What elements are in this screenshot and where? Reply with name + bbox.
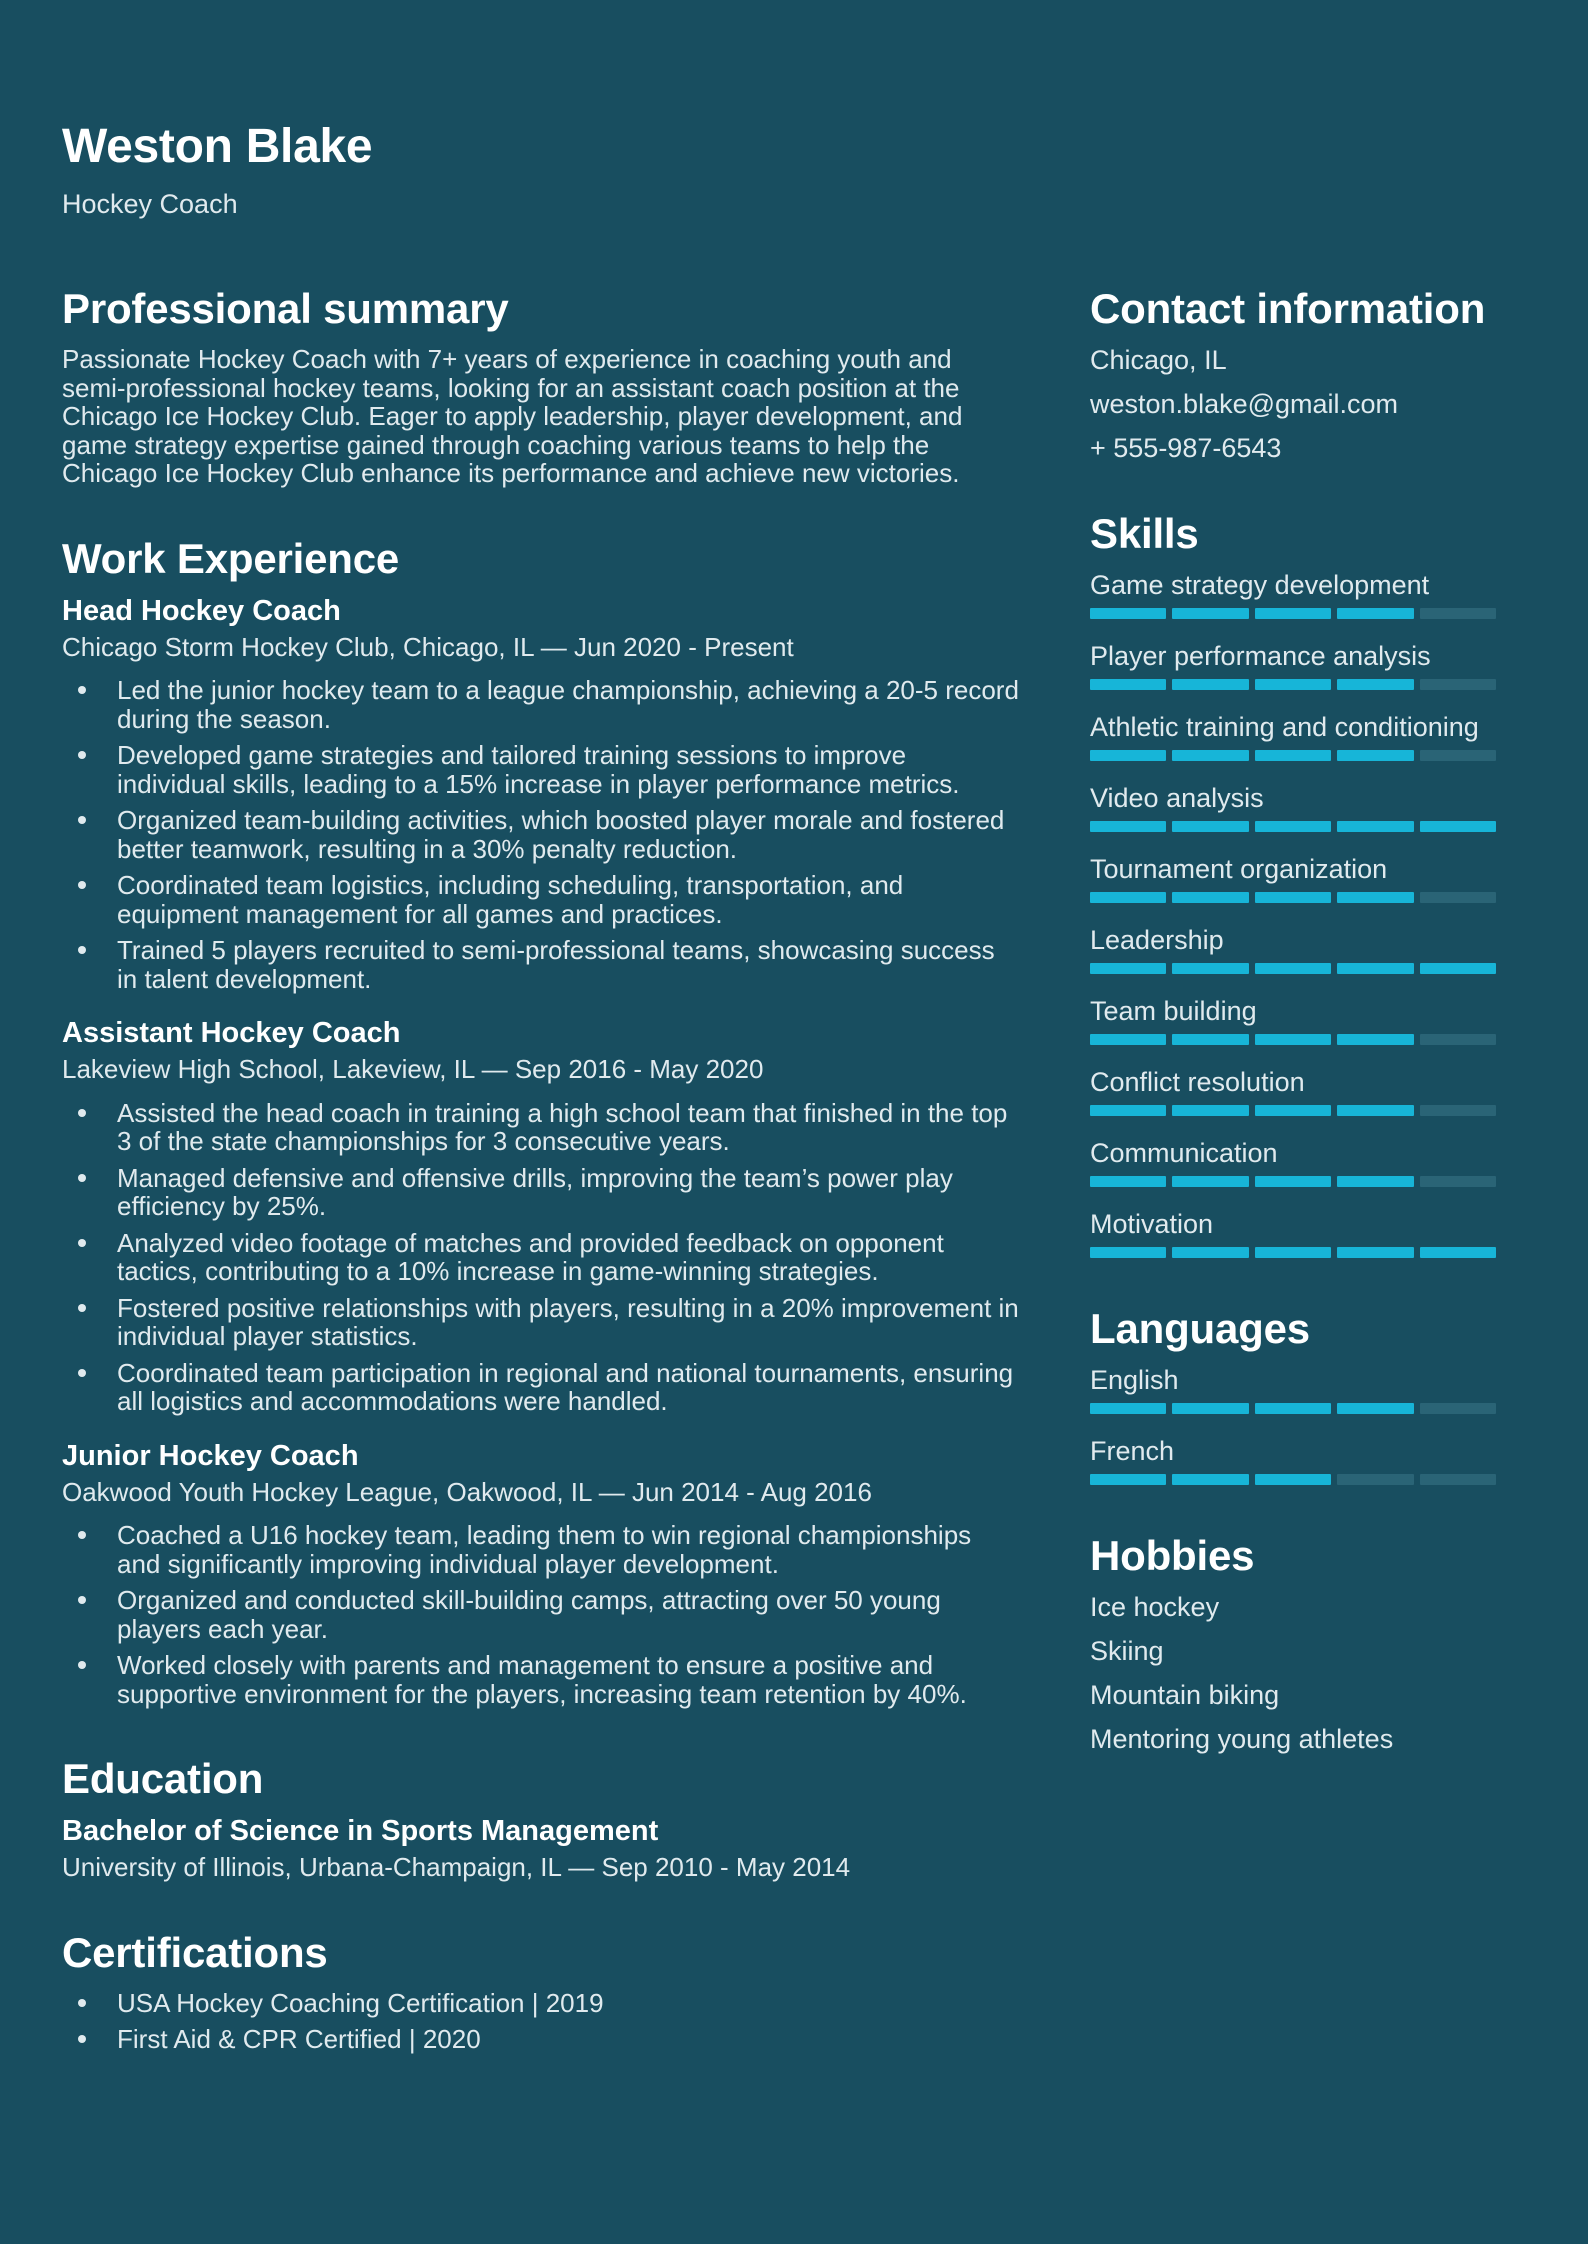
meter-bar-segment xyxy=(1255,1247,1331,1258)
meter-bar xyxy=(1090,1176,1496,1187)
meter-bar-segment xyxy=(1172,1403,1248,1414)
section-professional-summary xyxy=(62,286,1020,488)
meter-label: Game strategy development xyxy=(1090,570,1430,600)
hobby-item: Mentoring young athletes xyxy=(1090,1724,1394,1754)
meter-item xyxy=(1090,712,1496,761)
meter-bar-segment xyxy=(1255,1403,1331,1414)
bullet-icon xyxy=(78,686,86,694)
meter-bar-segment xyxy=(1420,750,1496,761)
list-item-text: Organized and conducted skill-building camps, attracting over 50 young players each year. xyxy=(117,1585,941,1644)
meter-bar-segment xyxy=(1420,821,1496,832)
meter-bar-segment xyxy=(1337,679,1413,690)
meter-label: Communication xyxy=(1090,1138,1278,1168)
bullet-icon xyxy=(78,1999,86,2007)
meter-bar xyxy=(1090,963,1496,974)
section-skills xyxy=(1090,511,1496,1258)
meter-bar xyxy=(1090,821,1496,832)
job-company-dates: Lakeview High School, Lakeview, IL — Sep 2016 - May 2020 xyxy=(62,1054,764,1084)
meter-bar-segment xyxy=(1420,1247,1496,1258)
meter-bar-segment xyxy=(1337,1403,1413,1414)
meter-bar-segment xyxy=(1172,1474,1248,1485)
meter-bar-segment xyxy=(1255,892,1331,903)
meter-bar-segment xyxy=(1090,1176,1166,1187)
meter-bar-segment xyxy=(1172,821,1248,832)
meter-bar-segment xyxy=(1337,1034,1413,1045)
meter-bar-segment xyxy=(1172,1247,1248,1258)
meter-bar xyxy=(1090,608,1496,619)
meter-bar-segment xyxy=(1090,963,1166,974)
list-item xyxy=(62,1651,1020,1708)
meter-bar-segment xyxy=(1337,821,1413,832)
bullet-icon xyxy=(78,816,86,824)
meter-bar xyxy=(1090,1403,1496,1414)
meter-label: Athletic training and conditioning xyxy=(1090,712,1479,742)
meter-item xyxy=(1090,1365,1496,1414)
contact-line: weston.blake@gmail.com xyxy=(1090,389,1399,419)
meter-bar-segment xyxy=(1337,750,1413,761)
contact-line: Chicago, IL xyxy=(1090,345,1227,375)
meter-bar-segment xyxy=(1420,1034,1496,1045)
job-bullets xyxy=(62,1099,1020,1416)
meter-label: Motivation xyxy=(1090,1209,1214,1239)
job-title: Assistant Hockey Coach xyxy=(62,1017,401,1049)
list-item xyxy=(62,1586,1020,1643)
meter-bar-segment xyxy=(1255,1105,1331,1116)
contact-line: + 555-987-6543 xyxy=(1090,433,1282,463)
bullet-icon xyxy=(78,881,86,889)
meter-label: Tournament organization xyxy=(1090,854,1388,884)
right-column xyxy=(1090,286,1496,2062)
list-item-text: Led the junior hockey team to a league championship, achieving a 20-5 record during the season. xyxy=(117,675,1019,734)
meter-bar-segment xyxy=(1090,1403,1166,1414)
education-school-line: University of Illinois, Urbana-Champaign, IL — Sep 2010 - May 2014 xyxy=(62,1852,851,1882)
meter-bar-segment xyxy=(1090,1247,1166,1258)
meter-bar xyxy=(1090,750,1496,761)
meter-item xyxy=(1090,996,1496,1045)
bullet-icon xyxy=(78,2035,86,2043)
meter-bar-segment xyxy=(1172,892,1248,903)
meter-label: Video analysis xyxy=(1090,783,1264,813)
meter-bar-segment xyxy=(1090,750,1166,761)
meter-bar xyxy=(1090,1474,1496,1485)
meter-bar-segment xyxy=(1420,1105,1496,1116)
hobby-item: Skiing xyxy=(1090,1636,1164,1666)
meter-item xyxy=(1090,925,1496,974)
section-education xyxy=(62,1756,1020,1882)
meter-bar-segment xyxy=(1337,1105,1413,1116)
meter-bar-segment xyxy=(1420,963,1496,974)
meter-item xyxy=(1090,1209,1496,1258)
resume-header xyxy=(62,120,1496,219)
summary-text: Passionate Hockey Coach with 7+ years of experience in coaching youth and semi-professional hockey teams, looking for an assistant coach position at the Chicago Ice Hockey Club. Eager to apply leadership, player development, and game strategy expertise gained through coaching various teams to help the Chicago Ice Hockey Club enhance its performance and achieve new victories. xyxy=(62,344,963,488)
meter-bar-segment xyxy=(1420,1403,1496,1414)
list-item xyxy=(62,871,1020,928)
section-contact-information xyxy=(1090,286,1496,463)
meter-bar-segment xyxy=(1172,608,1248,619)
list-item xyxy=(62,1359,1020,1416)
meter-bar-segment xyxy=(1090,1105,1166,1116)
work-heading: Work Experience xyxy=(62,534,400,582)
list-item xyxy=(62,1229,1020,1286)
bullet-icon xyxy=(78,1531,86,1539)
meter-item xyxy=(1090,854,1496,903)
meter-bar-segment xyxy=(1255,608,1331,619)
job-entry xyxy=(62,1017,1020,1416)
meter-bar-segment xyxy=(1255,963,1331,974)
left-column xyxy=(62,286,1020,2062)
bullet-icon xyxy=(78,1661,86,1669)
bullet-icon xyxy=(78,1369,86,1377)
meter-item xyxy=(1090,570,1496,619)
languages-heading: Languages xyxy=(1090,1305,1310,1352)
bullet-icon xyxy=(78,1109,86,1117)
list-item-text: First Aid & CPR Certified | 2020 xyxy=(117,2024,481,2054)
hobbies-heading: Hobbies xyxy=(1090,1532,1255,1579)
list-item-text: Developed game strategies and tailored training sessions to improve individual skills, leading to a 15% increase in player performance metrics. xyxy=(117,740,960,799)
meter-bar-segment xyxy=(1255,750,1331,761)
bullet-icon xyxy=(78,751,86,759)
list-item-text: USA Hockey Coaching Certification | 2019 xyxy=(117,1987,604,2018)
column-gap xyxy=(1020,286,1090,2062)
section-certifications xyxy=(62,1930,1020,2054)
bullet-icon xyxy=(78,946,86,954)
meter-bar-segment xyxy=(1255,1034,1331,1045)
job-bullets xyxy=(62,676,1020,993)
meter-bar-segment xyxy=(1090,679,1166,690)
list-item-text: Managed defensive and offensive drills, improving the team’s power play efficiency by 25%. xyxy=(117,1162,953,1221)
list-item xyxy=(62,1521,1020,1578)
job-title: Head Hockey Coach xyxy=(62,594,341,627)
list-item xyxy=(62,2025,1020,2054)
list-item-text: Worked closely with parents and management to ensure a positive and supportive environment for the players, increasing team retention by 40%. xyxy=(117,1650,967,1709)
meter-item xyxy=(1090,641,1496,690)
list-item xyxy=(62,741,1020,798)
list-item-text: Fostered positive relationships with players, resulting in a 20% improvement in individual player statistics. xyxy=(117,1292,1019,1351)
hobby-list xyxy=(1090,1592,1496,1754)
list-item xyxy=(62,1164,1020,1221)
meter-bar-segment xyxy=(1337,1176,1413,1187)
education-degree: Bachelor of Science in Sports Management xyxy=(62,1815,659,1847)
meter-bar-segment xyxy=(1420,679,1496,690)
meter-bar-segment xyxy=(1337,892,1413,903)
meter-bar xyxy=(1090,1105,1496,1116)
meter-bar xyxy=(1090,1247,1496,1258)
list-item-text: Coordinated team logistics, including scheduling, transportation, and equipment management for all games and practices. xyxy=(117,870,904,929)
meter-item xyxy=(1090,1436,1496,1485)
job-bullets xyxy=(62,1521,1020,1708)
meter-bar-segment xyxy=(1090,1034,1166,1045)
meter-bar-segment xyxy=(1420,608,1496,619)
job-entry xyxy=(62,595,1020,994)
certification-list xyxy=(62,1989,1020,2054)
contact-lines xyxy=(1090,345,1496,463)
meter-bar-segment xyxy=(1255,1176,1331,1187)
person-job-title: Hockey Coach xyxy=(62,189,238,219)
meter-bar-segment xyxy=(1337,1474,1413,1485)
section-languages xyxy=(1090,1306,1496,1485)
job-title: Junior Hockey Coach xyxy=(62,1439,359,1472)
list-item xyxy=(62,1099,1020,1156)
list-item-text: Coached a U16 hockey team, leading them to win regional championships and significantly improving individual player development. xyxy=(117,1520,972,1579)
meter-item xyxy=(1090,783,1496,832)
section-work-experience xyxy=(62,536,1020,1709)
meter-bar-segment xyxy=(1420,1176,1496,1187)
meter-item xyxy=(1090,1138,1496,1187)
meter-bar-segment xyxy=(1420,1474,1496,1485)
education-heading: Education xyxy=(62,1755,264,1802)
meter-bar-segment xyxy=(1172,1034,1248,1045)
list-item-text: Organized team-building activities, which boosted player morale and fostered better teamwork, resulting in a 30% penalty reduction. xyxy=(117,805,1005,864)
bullet-icon xyxy=(78,1239,86,1247)
meter-bar-segment xyxy=(1172,750,1248,761)
meter-bar-segment xyxy=(1090,821,1166,832)
list-item-text: Trained 5 players recruited to semi-professional teams, showcasing success in talent development. xyxy=(117,935,995,994)
summary-heading: Professional summary xyxy=(62,285,509,332)
certifications-heading: Certifications xyxy=(62,1928,328,1976)
job-company-dates: Oakwood Youth Hockey League, Oakwood, IL — Jun 2014 - Aug 2016 xyxy=(62,1476,872,1507)
language-list xyxy=(1090,1365,1496,1485)
meter-bar xyxy=(1090,679,1496,690)
meter-bar-segment xyxy=(1420,892,1496,903)
list-item-text: Coordinated team participation in regional and national tournaments, ensuring all logistics and accommodations were handled. xyxy=(117,1357,1014,1416)
skill-list xyxy=(1090,570,1496,1258)
bullet-icon xyxy=(78,1596,86,1604)
list-item xyxy=(62,1989,1020,2018)
contact-heading: Contact information xyxy=(1090,285,1486,332)
resume-body xyxy=(62,286,1496,2062)
meter-bar-segment xyxy=(1172,963,1248,974)
meter-bar-segment xyxy=(1172,1176,1248,1187)
meter-bar xyxy=(1090,1034,1496,1045)
meter-label: Leadership xyxy=(1090,925,1224,955)
person-name: Weston Blake xyxy=(62,120,373,173)
meter-bar xyxy=(1090,892,1496,903)
list-item xyxy=(62,806,1020,863)
job-list xyxy=(62,595,1020,1709)
job-company-dates: Chicago Storm Hockey Club, Chicago, IL — Jun 2020 - Present xyxy=(62,631,794,662)
section-hobbies xyxy=(1090,1533,1496,1754)
list-item-text: Analyzed video footage of matches and provided feedback on opponent tactics, contributing to a 10% increase in game-winning strategies. xyxy=(117,1227,944,1286)
list-item xyxy=(62,676,1020,733)
hobby-item: Ice hockey xyxy=(1090,1592,1220,1622)
meter-bar-segment xyxy=(1337,608,1413,619)
meter-bar-segment xyxy=(1090,608,1166,619)
meter-label: Conflict resolution xyxy=(1090,1067,1305,1097)
meter-label: English xyxy=(1090,1365,1179,1395)
meter-item xyxy=(1090,1067,1496,1116)
skills-heading: Skills xyxy=(1090,510,1199,557)
meter-label: Team building xyxy=(1090,996,1257,1026)
bullet-icon xyxy=(78,1174,86,1182)
meter-label: French xyxy=(1090,1436,1175,1466)
meter-bar-segment xyxy=(1337,1247,1413,1258)
meter-bar-segment xyxy=(1337,963,1413,974)
list-item-text: Assisted the head coach in training a high school team that finished in the top 3 of the state championships for 3 consecutive years. xyxy=(117,1097,1008,1156)
list-item xyxy=(62,1294,1020,1351)
meter-bar-segment xyxy=(1172,679,1248,690)
meter-bar-segment xyxy=(1255,821,1331,832)
meter-bar-segment xyxy=(1255,1474,1331,1485)
meter-bar-segment xyxy=(1172,1105,1248,1116)
bullet-icon xyxy=(78,1304,86,1312)
list-item xyxy=(62,936,1020,993)
meter-bar-segment xyxy=(1255,679,1331,690)
meter-bar-segment xyxy=(1090,892,1166,903)
meter-label: Player performance analysis xyxy=(1090,641,1431,671)
meter-bar-segment xyxy=(1090,1474,1166,1485)
job-entry xyxy=(62,1440,1020,1709)
hobby-item: Mountain biking xyxy=(1090,1680,1280,1710)
